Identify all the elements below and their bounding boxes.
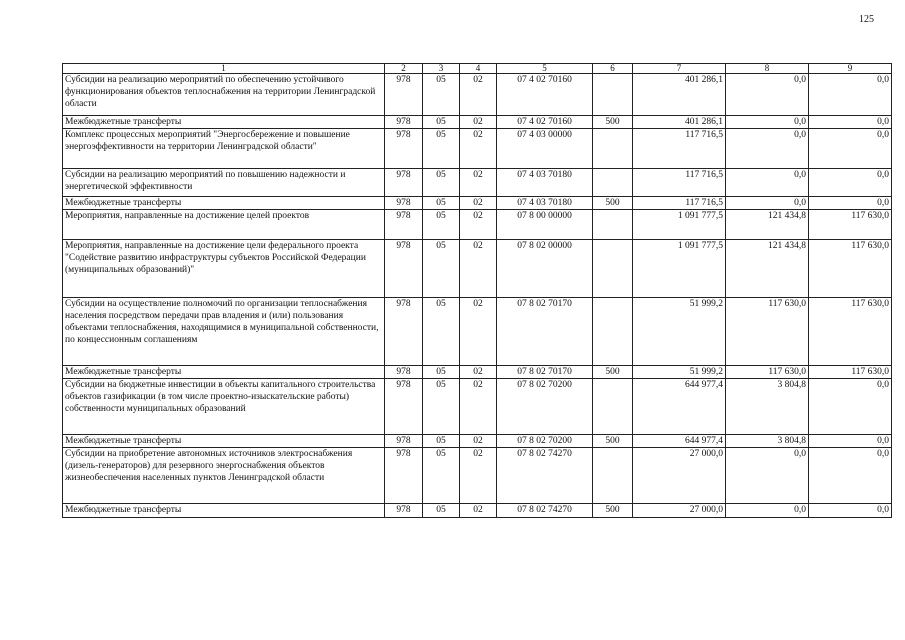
amount-year3-cell: 0,0 [809,197,892,210]
amount-year2-cell: 0,0 [726,169,809,197]
table-row [63,435,892,448]
expense-type-cell [593,448,633,504]
table-row [63,116,892,129]
amount-year2-cell: 0,0 [726,448,809,504]
expense-type-cell: 500 [593,504,633,518]
row-name-cell: Межбюджетные трансферты [63,116,385,129]
budget-table [62,63,892,518]
subsection-cell: 02 [460,240,497,298]
header-cell: 7 [633,64,726,74]
amount-year1-cell: 401 286,1 [633,116,726,129]
subsection-cell: 02 [460,210,497,240]
target-article-cell: 07 8 02 70200 [497,379,593,435]
section-cell: 05 [423,298,460,366]
subsection-cell: 02 [460,116,497,129]
subsection-cell: 02 [460,448,497,504]
gr-code-cell: 978 [385,169,423,197]
amount-year1-cell: 644 977,4 [633,379,726,435]
row-name-cell: Мероприятия, направленные на достижение цели федерального проекта "Содействие развитию инфраструктуры субъектов Российской Федерации (муниципальных образований)" [63,240,385,298]
subsection-cell: 02 [460,129,497,169]
amount-year2-cell: 0,0 [726,74,809,116]
amount-year1-cell: 27 000,0 [633,448,726,504]
row-name-cell: Межбюджетные трансферты [63,197,385,210]
table-row [63,379,892,435]
amount-year2-cell: 117 630,0 [726,298,809,366]
target-article-cell: 07 4 03 00000 [497,129,593,169]
subsection-cell: 02 [460,366,497,379]
amount-year2-cell: 121 434,8 [726,210,809,240]
header-cell: 2 [385,64,423,74]
section-cell: 05 [423,210,460,240]
amount-year2-cell: 0,0 [726,504,809,518]
row-name-cell: Межбюджетные трансферты [63,435,385,448]
amount-year2-cell: 121 434,8 [726,240,809,298]
header-cell: 9 [809,64,892,74]
gr-code-cell: 978 [385,504,423,518]
gr-code-cell: 978 [385,448,423,504]
table-row [63,504,892,518]
target-article-cell: 07 8 02 70170 [497,298,593,366]
table-row [63,169,892,197]
header-cell: 6 [593,64,633,74]
header-cell: 4 [460,64,497,74]
amount-year1-cell: 117 716,5 [633,169,726,197]
section-cell: 05 [423,74,460,116]
table-row [63,240,892,298]
subsection-cell: 02 [460,74,497,116]
target-article-cell: 07 8 02 74270 [497,504,593,518]
amount-year3-cell: 0,0 [809,129,892,169]
target-article-cell: 07 4 03 70180 [497,197,593,210]
amount-year1-cell: 51 999,2 [633,298,726,366]
section-cell: 05 [423,129,460,169]
gr-code-cell: 978 [385,298,423,366]
target-article-cell: 07 8 00 00000 [497,210,593,240]
subsection-cell: 02 [460,197,497,210]
expense-type-cell [593,74,633,116]
amount-year1-cell: 27 000,0 [633,504,726,518]
header-cell: 5 [497,64,593,74]
expense-type-cell [593,298,633,366]
amount-year3-cell: 0,0 [809,74,892,116]
section-cell: 05 [423,504,460,518]
section-cell: 05 [423,116,460,129]
expense-type-cell: 500 [593,197,633,210]
table-row [63,197,892,210]
table-row [63,448,892,504]
amount-year3-cell: 117 630,0 [809,366,892,379]
amount-year1-cell: 1 091 777,5 [633,210,726,240]
section-cell: 05 [423,366,460,379]
row-name-cell: Субсидии на бюджетные инвестиции в объекты капитального строительства объектов газификации (в том числе проектно-изыскательские работы) собственности муниципальных образований [63,379,385,435]
amount-year2-cell: 117 630,0 [726,366,809,379]
target-article-cell: 07 8 02 70200 [497,435,593,448]
subsection-cell: 02 [460,435,497,448]
section-cell: 05 [423,435,460,448]
subsection-cell: 02 [460,379,497,435]
amount-year2-cell: 0,0 [726,129,809,169]
amount-year3-cell: 0,0 [809,504,892,518]
header-cell: 8 [726,64,809,74]
gr-code-cell: 978 [385,197,423,210]
target-article-cell: 07 8 02 00000 [497,240,593,298]
table-row [63,298,892,366]
row-name-cell: Мероприятия, направленные на достижение целей проектов [63,210,385,240]
gr-code-cell: 978 [385,129,423,169]
gr-code-cell: 978 [385,74,423,116]
amount-year3-cell: 0,0 [809,435,892,448]
expense-type-cell: 500 [593,116,633,129]
row-name-cell: Межбюджетные трансферты [63,366,385,379]
header-row [63,64,892,74]
amount-year1-cell: 51 999,2 [633,366,726,379]
section-cell: 05 [423,169,460,197]
row-name-cell: Субсидии на реализацию мероприятий по обеспечению устойчивого функционирования объектов теплоснабжения на территории Ленинградской области [63,74,385,116]
page-number: 125 [859,14,874,25]
target-article-cell: 07 8 02 70170 [497,366,593,379]
row-name-cell: Комплекс процессных мероприятий "Энергосбережение и повышение энергоэффективности на территории Ленинградской области" [63,129,385,169]
amount-year1-cell: 401 286,1 [633,74,726,116]
subsection-cell: 02 [460,169,497,197]
gr-code-cell: 978 [385,435,423,448]
amount-year1-cell: 117 716,5 [633,197,726,210]
gr-code-cell: 978 [385,379,423,435]
header-cell: 3 [423,64,460,74]
expense-type-cell [593,129,633,169]
row-name-cell: Субсидии на приобретение автономных источников электроснабжения (дизель-генераторов) для резервного энергоснабжения объектов жизнеобеспечения населенных пунктов Ленинградской области [63,448,385,504]
amount-year3-cell: 0,0 [809,379,892,435]
table-row [63,74,892,116]
amount-year3-cell: 117 630,0 [809,298,892,366]
section-cell: 05 [423,379,460,435]
row-name-cell: Субсидии на осуществление полномочий по организации теплоснабжения населения посредством передачи прав владения и (или) пользования объектами теплоснабжения, находящимися в муниципальной собственности, по концессионным соглашениям [63,298,385,366]
target-article-cell: 07 4 02 70160 [497,74,593,116]
gr-code-cell: 978 [385,366,423,379]
amount-year2-cell: 0,0 [726,197,809,210]
table-row [63,210,892,240]
expense-type-cell: 500 [593,366,633,379]
subsection-cell: 02 [460,504,497,518]
amount-year1-cell: 117 716,5 [633,129,726,169]
row-name-cell: Субсидии на реализацию мероприятий по повышению надежности и энергетической эффективности [63,169,385,197]
amount-year3-cell: 0,0 [809,448,892,504]
expense-type-cell [593,210,633,240]
expense-type-cell [593,169,633,197]
section-cell: 05 [423,448,460,504]
expense-type-cell [593,379,633,435]
expense-type-cell [593,240,633,298]
subsection-cell: 02 [460,298,497,366]
section-cell: 05 [423,240,460,298]
target-article-cell: 07 4 02 70160 [497,116,593,129]
amount-year2-cell: 0,0 [726,116,809,129]
amount-year1-cell: 1 091 777,5 [633,240,726,298]
header-cell: 1 [63,64,385,74]
amount-year2-cell: 3 804,8 [726,379,809,435]
section-cell: 05 [423,197,460,210]
table-row [63,366,892,379]
expense-type-cell: 500 [593,435,633,448]
amount-year3-cell: 0,0 [809,116,892,129]
amount-year3-cell: 117 630,0 [809,240,892,298]
target-article-cell: 07 8 02 74270 [497,448,593,504]
gr-code-cell: 978 [385,116,423,129]
table-row [63,129,892,169]
gr-code-cell: 978 [385,240,423,298]
amount-year3-cell: 0,0 [809,169,892,197]
amount-year2-cell: 3 804,8 [726,435,809,448]
amount-year3-cell: 117 630,0 [809,210,892,240]
row-name-cell: Межбюджетные трансферты [63,504,385,518]
gr-code-cell: 978 [385,210,423,240]
target-article-cell: 07 4 03 70180 [497,169,593,197]
amount-year1-cell: 644 977,4 [633,435,726,448]
